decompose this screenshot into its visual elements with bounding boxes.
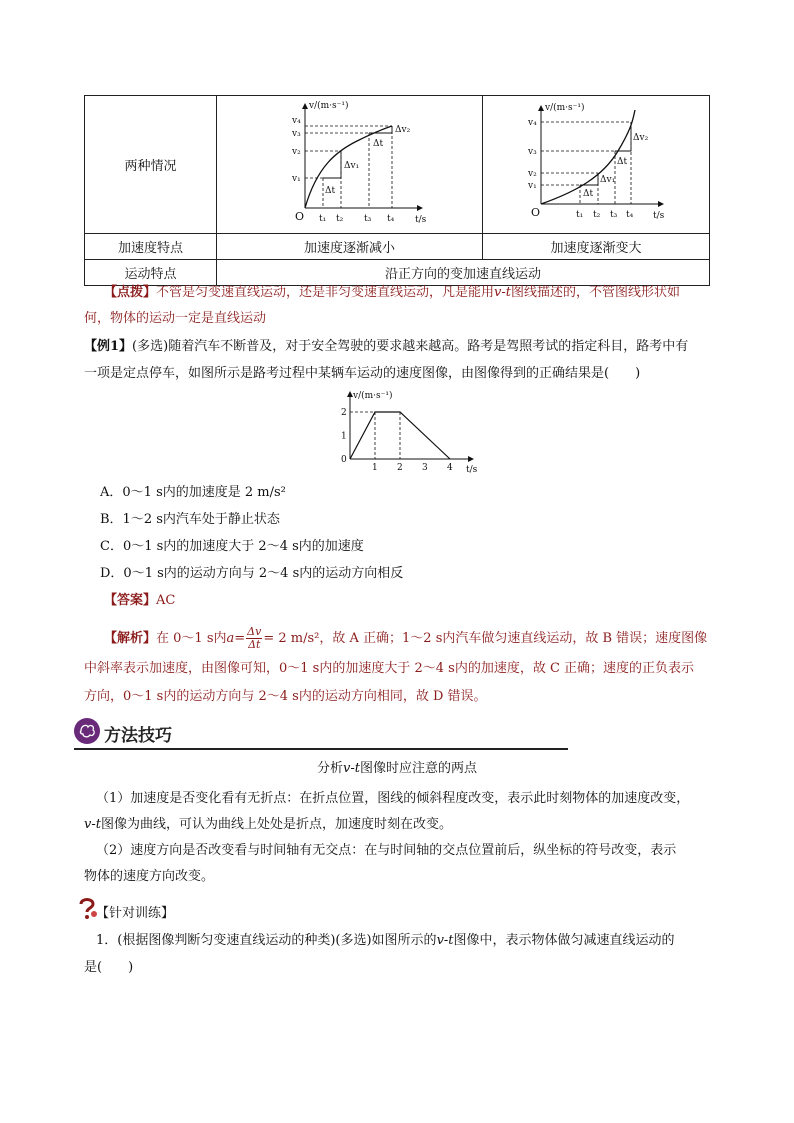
y-tick-label: 2 [341, 408, 347, 418]
delta-fraction: $\frac{\Delta v}{\Delta t}$ [247, 625, 262, 651]
graph1-origin: O [295, 210, 305, 223]
option-a: A．0～1 s内的加速度是 2 m/s² [100, 485, 286, 500]
option-b: B．1～2 s内汽车处于静止状态 [100, 512, 280, 527]
graph2-xtick-4: t₄ [626, 210, 634, 220]
method-p2-line-2: 物体的速度方向改变。 [84, 869, 215, 884]
graph2-ytick-4: v₄ [528, 118, 537, 128]
x-tick-label: 2 [397, 463, 403, 473]
graph1-xtick-4: t₄ [387, 214, 395, 224]
graph2-xtick-3: t₃ [610, 210, 618, 220]
graph-decreasing-accel [217, 96, 482, 229]
graph1-xtick-2: t₂ [336, 214, 344, 224]
tip-line-2: 何，物体的运动一定是直线运动 [84, 311, 267, 326]
training-q1-line-2: 是( ) [84, 960, 134, 975]
graph2-origin: O [531, 206, 541, 219]
graph1-ylabel: v/(m·s⁻¹) [309, 101, 349, 111]
graph1-ytick-2: v₂ [292, 147, 301, 157]
graph2-xtick-1: t₁ [576, 210, 584, 220]
graph1-xtick-3: t₃ [364, 214, 372, 224]
graph2-delta-v1: Δv₁ [600, 175, 616, 185]
x-tick-label: 4 [447, 463, 453, 473]
graph2-delta-v2: Δv₂ [633, 133, 649, 143]
example-line-1: 【例1】(多选)随着汽车不断普及，对于安全驾驶的要求越来越高。路考是驾照考试的指定科目，路考中有 [84, 339, 689, 354]
method-p2-line-1: （2）速度方向是否改变看与时间轴有无交点：在与时间轴的交点位置前后，纵坐标的符号改变，表示 [96, 843, 677, 858]
graph-decreasing-accel-cell [217, 96, 483, 234]
chart-ylabel: v/(m·s⁻¹) [353, 391, 393, 401]
option-d: D．0～1 s内的运动方向与 2～4 s内的运动方向相反 [100, 566, 404, 581]
tip-tag: 【点拨】 [104, 285, 157, 300]
graph2-xtick-2: t₂ [593, 210, 601, 220]
method-p1-line-1: （1）加速度是否变化看有无折点：在折点位置，图线的倾斜程度改变，表示此时刻物体的加速度改变， [96, 791, 690, 806]
graph2-ytick-2: v₂ [528, 169, 537, 179]
analysis-line-3: 方向，0～1 s内的运动方向与 2～4 s内的运动方向相同，故 D 错误。 [84, 689, 487, 704]
graph-increasing-accel-cell [483, 96, 710, 234]
answer-line [104, 588, 744, 614]
graph2-ylabel: v/(m·s⁻¹) [545, 103, 585, 113]
graph1-delta-t1: Δt [325, 186, 336, 196]
graph1-ytick-1: v₁ [292, 174, 301, 184]
analysis-tag: 【解析】 [104, 631, 157, 646]
graph1-delta-t2: Δt [373, 139, 384, 149]
option-c: C．0～1 s内的加速度大于 2～4 s内的加速度 [100, 539, 364, 554]
answer-tag: 【答案】 [104, 593, 157, 608]
graph-increasing-accel [483, 96, 709, 229]
section-divider [74, 748, 568, 750]
training-tag: 【针对训练】 [96, 906, 175, 921]
analysis-line-1: 【解析】在 0～1 s内a= $\frac{\Delta v}{\Delta t}$ = 2 m/s²，故 A 正确；1～2 s内汽车做匀速直线运动，故 B 错误；速度图像 [104, 625, 708, 651]
x-tick-label: 3 [422, 463, 428, 473]
comparison-table [84, 95, 710, 286]
method-title: 方法技巧 [104, 726, 172, 746]
y-tick-label: 1 [341, 431, 347, 442]
row-label-cases: 两种情况 [85, 96, 217, 234]
brain-icon [72, 716, 102, 746]
graph2-ytick-1: v₁ [528, 181, 537, 191]
method-heading: 分析v-t图像时应注意的两点 [317, 761, 477, 776]
graph1-ytick-4: v₄ [292, 116, 301, 126]
example-tag: 【例1】 [84, 339, 133, 354]
graph1-xlabel: t/s [415, 215, 427, 225]
answer-value: AC [156, 593, 176, 608]
graph2-delta-t2: Δt [617, 157, 628, 167]
row-label-motion: 运动特点 [85, 260, 217, 286]
x-tick-label: 1 [372, 463, 378, 473]
motion-feature: 沿正方向的变加速直线运动 [217, 260, 710, 286]
graph1-xtick-1: t₁ [319, 214, 327, 224]
chart-origin: 0 [341, 455, 347, 465]
graph1-delta-v1: Δv₁ [344, 161, 360, 171]
analysis-line-2: 中斜率表示加速度，由图像可知，0～1 s内的加速度大于 2～4 s内的加速度，故 C 正确；速度的正负表示 [84, 661, 695, 676]
row-label-accel: 加速度特点 [85, 234, 217, 260]
chart-xlabel: t/s [466, 465, 478, 474]
training-q1-line-1: 1．(根据图像判断匀变速直线运动的种类)(多选)如图所示的v-t图像中，表示物体做匀减速直线运动的 [96, 933, 675, 948]
graph1-delta-v2: Δv₂ [395, 125, 411, 135]
example-line-2: 一项是定点停车，如图所示是路考过程中某辆车运动的速度图像，由图像得到的正确结果是( ) [84, 366, 641, 381]
question-icon [76, 896, 98, 920]
example-vt-chart [318, 388, 488, 474]
graph1-ytick-3: v₃ [292, 129, 301, 139]
tip-line-1: 【点拨】不管是匀变速直线运动，还是非匀变速直线运动，凡是能用v-t图线描述的，不管图线形状如 [104, 285, 681, 300]
graph2-xlabel: t/s [653, 211, 665, 221]
accel-decreasing: 加速度逐渐减小 [217, 234, 483, 260]
graph2-ytick-3: v₃ [528, 147, 537, 157]
graph2-delta-t1: Δt [583, 189, 594, 199]
accel-increasing: 加速度逐渐变大 [483, 234, 710, 260]
method-p1-line-2: v-t图像为曲线，可认为曲线上处处是折点，加速度时刻在改变。 [84, 817, 452, 832]
